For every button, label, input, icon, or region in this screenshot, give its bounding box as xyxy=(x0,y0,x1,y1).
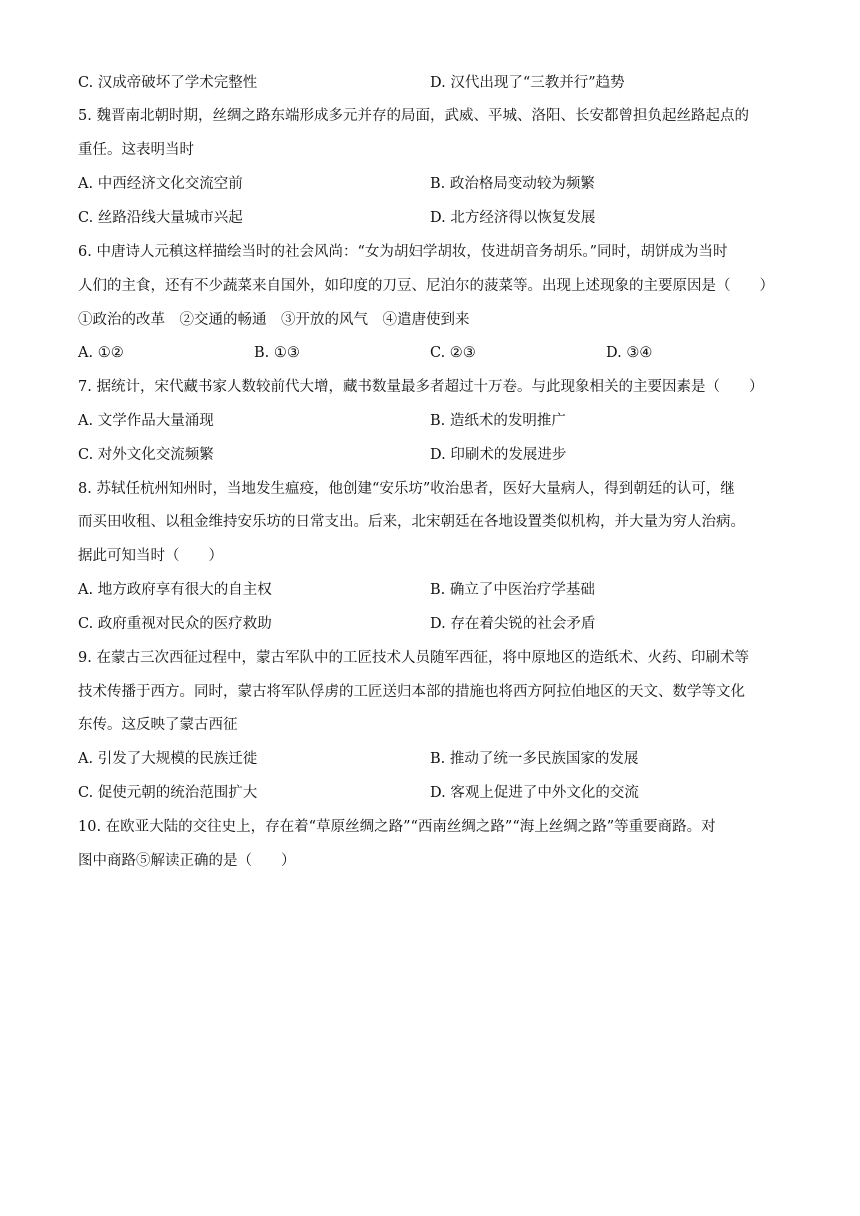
q6-stem-line-2: 人们的主食，还有不少蔬菜来自国外，如印度的刀豆、尼泊尔的菠菜等。出现上述现象的主要原因是（ ） xyxy=(78,278,774,294)
q9-stem-line-1: 9. 在蒙古三次西征过程中，蒙古军队中的工匠技术人员随军西征，将中原地区的造纸术、火药、印刷术等 xyxy=(78,650,749,666)
q8-stem-line-3: 据此可知当时（ ） xyxy=(78,548,223,564)
q9-stem-line-2: 技术传播于西方。同时，蒙古将军队俘虏的工匠送归本部的措施也将西方阿拉伯地区的天文、数学等文化 xyxy=(78,684,745,700)
q5-option-a[interactable]: A. 中西经济文化交流空前 xyxy=(78,176,243,192)
q6-option-b[interactable]: B. ①③ xyxy=(254,345,300,361)
q5-option-d[interactable]: D. 北方经济得以恢复发展 xyxy=(430,210,596,226)
q6-stem-line-1: 6. 中唐诗人元稹这样描绘当时的社会风尚：“女为胡妇学胡妆，伎进胡音务胡乐。”同时，胡饼成为当时 xyxy=(78,244,728,260)
q9-option-b[interactable]: B. 推动了统一多民族国家的发展 xyxy=(430,751,639,767)
q6-items: ①政治的改革 ②交通的畅通 ③开放的风气 ④遣唐使到来 xyxy=(78,312,470,328)
q7-stem-line-1: 7. 据统计，宋代藏书家人数较前代大增，藏书数量最多者超过十万卷。与此现象相关的主要因素是（ ） xyxy=(78,379,764,395)
q5-option-c[interactable]: C. 丝路沿线大量城市兴起 xyxy=(78,210,243,226)
q9-stem-line-3: 东传。这反映了蒙古西征 xyxy=(78,717,238,733)
q7-option-b[interactable]: B. 造纸术的发明推广 xyxy=(430,413,566,429)
q6-option-c[interactable]: C. ②③ xyxy=(430,345,476,361)
q9-option-d[interactable]: D. 客观上促进了中外文化的交流 xyxy=(430,785,639,801)
q4-option-d[interactable]: D. 汉代出现了“三教并行”趋势 xyxy=(430,75,625,91)
q8-option-c[interactable]: C. 政府重视对民众的医疗救助 xyxy=(78,616,272,632)
q8-option-d[interactable]: D. 存在着尖锐的社会矛盾 xyxy=(430,616,596,632)
q10-stem-line-2: 图中商路⑤解读正确的是（ ） xyxy=(78,853,296,869)
q8-stem-line-1: 8. 苏轼任杭州知州时，当地发生瘟疫，他创建“安乐坊”收治患者，医好大量病人，得到朝廷的认可，继 xyxy=(78,481,735,497)
q6-option-d[interactable]: D. ③④ xyxy=(606,345,653,361)
q10-stem-line-1: 10. 在欧亚大陆的交往史上，存在着“草原丝绸之路”“西南丝绸之路”“海上丝绸之路”等重要商路。对 xyxy=(78,819,716,835)
q6-option-a[interactable]: A. ①② xyxy=(78,345,124,361)
q7-option-a[interactable]: A. 文学作品大量涌现 xyxy=(78,413,214,429)
q7-option-c[interactable]: C. 对外文化交流频繁 xyxy=(78,447,214,463)
q5-option-b[interactable]: B. 政治格局变动较为频繁 xyxy=(430,176,595,192)
q9-option-a[interactable]: A. 引发了大规模的民族迁徙 xyxy=(78,751,258,767)
q5-stem-line-2: 重任。这表明当时 xyxy=(78,142,194,158)
q7-option-d[interactable]: D. 印刷术的发展进步 xyxy=(430,447,567,463)
q4-option-c[interactable]: C. 汉成帝破坏了学术完整性 xyxy=(78,75,258,91)
q8-option-a[interactable]: A. 地方政府享有很大的自主权 xyxy=(78,582,272,598)
q8-stem-line-2: 而买田收租、以租金维持安乐坊的日常支出。后来，北宋朝廷在各地设置类似机构，并大量为穷人治病。 xyxy=(78,514,745,530)
q9-option-c[interactable]: C. 促使元朝的统治范围扩大 xyxy=(78,785,258,801)
q5-stem-line-1: 5. 魏晋南北朝时期，丝绸之路东端形成多元并存的局面，武威、平城、洛阳、长安都曾担负起丝路起点的 xyxy=(78,108,749,124)
q8-option-b[interactable]: B. 确立了中医治疗学基础 xyxy=(430,582,595,598)
